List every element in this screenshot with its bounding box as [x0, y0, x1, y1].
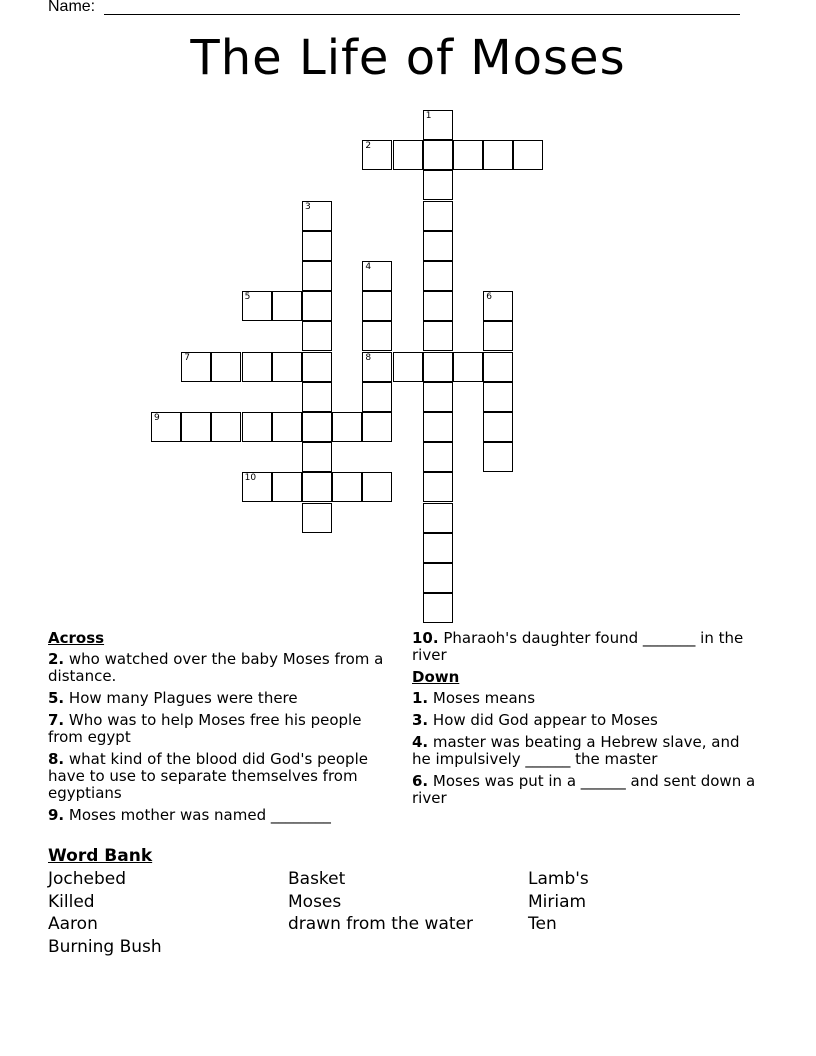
down-clue [412, 690, 762, 707]
clue-number: 3 [305, 201, 311, 212]
clue-number-label: 1. [412, 689, 429, 707]
crossword-cell[interactable] [302, 352, 332, 382]
clue-number-label: 7. [48, 711, 65, 729]
crossword-cell[interactable] [423, 261, 453, 291]
down-clue [412, 734, 762, 768]
clue-text: what kind of the blood did God's people have to use to separate themselves from egyptians [48, 750, 368, 802]
crossword-cell[interactable] [423, 563, 453, 593]
word-bank-word: drawn from the water [288, 914, 473, 934]
clue-number: 10 [244, 473, 257, 484]
crossword-cell[interactable] [423, 352, 453, 382]
crossword-cell[interactable] [453, 140, 483, 170]
clue-number: 4 [365, 262, 372, 272]
clue-text: Pharaoh's daughter found _______ in the river [412, 629, 744, 664]
crossword-cell[interactable] [242, 291, 272, 321]
across-clue [48, 690, 398, 707]
crossword-cell[interactable] [242, 472, 272, 502]
crossword-cell[interactable] [423, 140, 453, 170]
crossword-cell[interactable] [211, 412, 241, 442]
clue-number-label: 8. [48, 750, 65, 768]
crossword-cell[interactable] [151, 412, 181, 442]
clue-number: 2 [365, 141, 372, 152]
crossword-cell[interactable] [302, 231, 332, 261]
word-bank-word: Basket [288, 869, 346, 889]
crossword-cell[interactable] [423, 231, 453, 261]
clue-number: 7 [184, 352, 190, 363]
clue-number-label: 3. [412, 711, 429, 729]
crossword-cell[interactable] [362, 291, 392, 321]
crossword-cell[interactable] [302, 503, 332, 533]
word-bank-word: Moses [288, 891, 342, 912]
crossword-cell[interactable] [302, 201, 332, 231]
down-heading: Down [412, 668, 460, 686]
across-heading: Across [48, 629, 105, 647]
clue-number-label: 2. [48, 650, 65, 668]
crossword-cell[interactable] [483, 321, 513, 351]
clue-number: 8 [365, 352, 372, 363]
crossword-cell[interactable] [393, 352, 423, 382]
word-bank-word: Lamb's [528, 869, 589, 889]
crossword-cell[interactable] [272, 412, 302, 442]
crossword-cell[interactable] [302, 412, 332, 442]
clue-number-label: 5. [48, 689, 65, 707]
down-clue [412, 712, 762, 729]
clue-number: 6 [486, 292, 492, 303]
crossword-cell[interactable] [302, 261, 332, 291]
crossword-cell[interactable] [423, 321, 453, 351]
clue-number-label: 10. [412, 629, 439, 647]
word-bank-word: Miriam [528, 891, 587, 912]
clue-text: master was beating a Hebrew slave, and he impulsively ______ the master [412, 733, 740, 768]
clue-number: 1 [425, 111, 432, 121]
clue-text: who watched over the baby Moses from a distance. [48, 650, 384, 685]
crossword-cell[interactable] [362, 140, 392, 170]
crossword-cell[interactable] [483, 412, 513, 442]
crossword-cell[interactable] [332, 472, 362, 502]
crossword-cell[interactable] [181, 352, 211, 382]
crossword-cell[interactable] [423, 110, 453, 140]
crossword-cell[interactable] [302, 382, 332, 412]
crossword-cell[interactable] [211, 352, 241, 382]
crossword-cell[interactable] [302, 291, 332, 321]
down-clues [412, 630, 762, 812]
crossword-cell[interactable] [362, 352, 392, 382]
crossword-cell[interactable] [483, 442, 513, 472]
word-bank-word: Ten [528, 914, 557, 934]
clue-number-label: 6. [412, 772, 429, 790]
crossword-cell[interactable] [483, 382, 513, 412]
across-clue [412, 630, 762, 664]
crossword-cell[interactable] [302, 472, 332, 502]
crossword-cell[interactable] [242, 352, 272, 382]
name-label: Name: [48, 0, 96, 15]
crossword-cell[interactable] [423, 201, 453, 231]
crossword-cell[interactable] [423, 382, 453, 412]
crossword-cell[interactable] [242, 412, 272, 442]
across-clue [48, 751, 398, 802]
word-bank-word: Killed [48, 891, 95, 912]
crossword-cell[interactable] [362, 382, 392, 412]
name-field-line[interactable] [104, 14, 740, 15]
clue-text: Moses was put in a ______ and sent down a river [412, 772, 756, 807]
crossword-cell[interactable] [272, 352, 302, 382]
crossword-cell[interactable] [483, 352, 513, 382]
crossword-cell[interactable] [302, 321, 332, 351]
clue-number-label: 4. [412, 733, 429, 751]
across-clues [48, 630, 398, 829]
word-bank-word: Jochebed [48, 869, 127, 889]
crossword-cell[interactable] [362, 472, 392, 502]
crossword-cell[interactable] [362, 412, 392, 442]
across-clue [48, 651, 398, 685]
word-bank-column-1 [48, 868, 162, 958]
word-bank-title: Word Bank [48, 846, 153, 866]
across-clue [48, 712, 398, 746]
clue-text: How many Plagues were there [64, 689, 298, 707]
word-bank-column-3 [528, 868, 589, 936]
word-bank-word: Aaron [48, 914, 98, 934]
crossword-cell[interactable] [423, 472, 453, 502]
crossword-cell[interactable] [513, 140, 543, 170]
clue-text: Who was to help Moses free his people from egypt [48, 711, 362, 746]
crossword-cell[interactable] [423, 170, 453, 200]
crossword-cell[interactable] [483, 140, 513, 170]
crossword-cell[interactable] [272, 291, 302, 321]
crossword-cell[interactable] [362, 321, 392, 351]
crossword-cell[interactable] [423, 533, 453, 563]
crossword-cell[interactable] [181, 412, 211, 442]
clue-number: 5 [244, 292, 251, 303]
clue-text: Moses means [428, 689, 536, 707]
word-bank-column-2 [288, 868, 473, 936]
crossword-cell[interactable] [362, 261, 392, 291]
crossword-cell[interactable] [483, 291, 513, 321]
clue-text: Moses mother was named ________ [64, 806, 331, 824]
clue-number: 9 [154, 413, 160, 423]
word-bank-word: Burning Bush [48, 936, 162, 957]
crossword-cell[interactable] [272, 472, 302, 502]
crossword-cell[interactable] [423, 291, 453, 321]
across-clue [48, 807, 398, 824]
crossword-cell[interactable] [332, 412, 362, 442]
down-clue [412, 773, 762, 807]
clue-number-label: 9. [48, 806, 65, 824]
crossword-cell[interactable] [423, 442, 453, 472]
clue-text: How did God appear to Moses [428, 711, 658, 729]
page-title: The Life of Moses [190, 30, 626, 86]
crossword-cell[interactable] [302, 442, 332, 472]
crossword-cell[interactable] [393, 140, 423, 170]
crossword-cell[interactable] [423, 412, 453, 442]
crossword-cell[interactable] [423, 593, 453, 623]
crossword-cell[interactable] [453, 352, 483, 382]
crossword-cell[interactable] [423, 503, 453, 533]
